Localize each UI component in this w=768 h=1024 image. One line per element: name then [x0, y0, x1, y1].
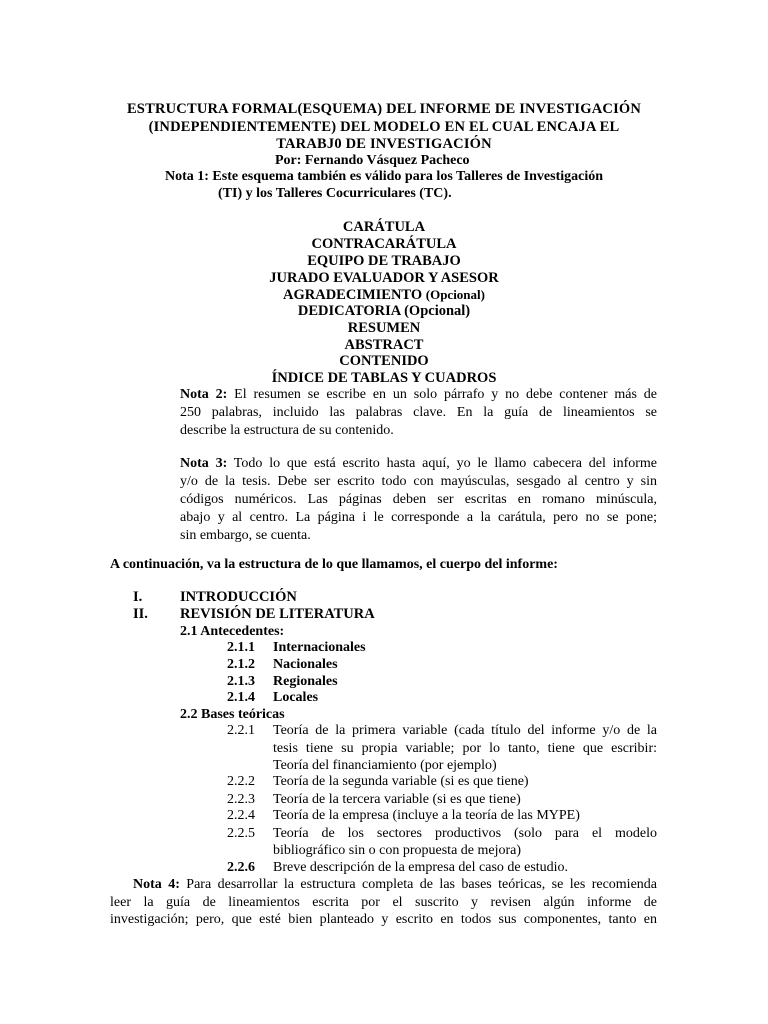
bases-item-222: Teoría de la segunda variable (si es que tiene): [273, 774, 529, 789]
bases-item-221-line1: Teoría de la primera variable (cada título del informe y/o de la: [273, 723, 657, 738]
bases-item-number: 2.2.6: [227, 860, 255, 875]
nota3-label: Nota 3:: [180, 456, 228, 471]
nota3-text1: Todo lo que está escrito hasta aquí, yo le llamo cabecera del informe: [227, 456, 657, 471]
front-matter-indice: ÍNDICE DE TABLAS Y CUADROS: [271, 370, 497, 386]
nota2-line1: [180, 387, 657, 403]
ant-item-number: 2.1.1: [227, 640, 255, 655]
document-title-line3: TARABJ0 DE INVESTIGACIÓN: [276, 136, 492, 152]
nota3-line3: códigos numéricos. Las páginas deben ser escritas en romano minúscula,: [180, 492, 657, 507]
section-1-title: INTRODUCCIÓN: [180, 589, 297, 605]
nota3-line4: abajo y al centro. La página i le corresponde a la carátula, pero no se pone;: [180, 510, 657, 525]
subsection-antecedentes: 2.1 Antecedentes:: [180, 624, 285, 639]
nota2-label: Nota 2:: [180, 387, 228, 402]
section-1-number: I.: [133, 589, 143, 605]
front-matter-jurado: JURADO EVALUADOR Y ASESOR: [269, 270, 499, 286]
front-matter-equipo: EQUIPO DE TRABAJO: [307, 253, 461, 269]
nota2-line3: describe la estructura de su contenido.: [180, 423, 394, 438]
ant-item-number: 2.1.2: [227, 657, 255, 672]
ant-item-label: Locales: [273, 690, 319, 705]
bases-item-226: Breve descripción de la empresa del caso de estudio.: [273, 860, 569, 875]
bases-item-number: 2.2.4: [227, 808, 255, 823]
nota1-line2: (TI) y los Talleres Cocurriculares (TC).: [218, 186, 452, 201]
section-2-title: REVISIÓN DE LITERATURA: [180, 606, 375, 622]
nota3-line2: y/o de la tesis. Debe ser escrito todo con mayúsculas, sesgado al centro y sin: [180, 474, 657, 489]
ant-item-number: 2.1.4: [227, 690, 255, 705]
nota2-text1: El resumen se escribe en un solo párrafo y no debe contener más de: [227, 387, 658, 402]
nota2-line2: 250 palabras, incluido las palabras clave. En la guía de lineamientos se: [180, 405, 657, 420]
agradecimiento-note: (Opcional): [425, 287, 485, 302]
nota1-line1: Nota 1: Este esquema también es válido para los Talleres de Investigación: [165, 169, 604, 184]
document-title-line1: ESTRUCTURA FORMAL(ESQUEMA) DEL INFORME DE INVESTIGACIÓN: [126, 101, 642, 117]
bases-item-number: 2.2.5: [227, 826, 255, 841]
agradecimiento-label: AGRADECIMIENTO: [283, 287, 423, 303]
bases-item-225-line2: bibliográfico sin o con propuesta de mejora): [273, 843, 522, 858]
nota4-line2: leer la guía de lineamientos escrita por el suscrito y revisen algún informe de: [110, 895, 657, 910]
ant-item-label: Internacionales: [273, 640, 366, 655]
front-matter-caratula: CARÁTULA: [342, 219, 426, 235]
ant-item-label: Regionales: [273, 674, 338, 689]
bases-item-number: 2.2.3: [227, 792, 255, 807]
document-title-line2: (INDEPENDIENTEMENTE) DEL MODELO EN EL CUAL ENCAJA EL: [148, 119, 620, 135]
bases-item-number: 2.2.1: [227, 723, 255, 738]
nota4-text1: Para desarrollar la estructura completa de las bases teóricas, se les recomienda: [179, 877, 657, 892]
front-matter-resumen: RESUMEN: [347, 320, 421, 336]
bases-item-number: 2.2.2: [227, 774, 255, 789]
ant-item-number: 2.1.3: [227, 674, 255, 689]
bases-item-225-line1: Teoría de los sectores productivos (solo para el modelo: [273, 826, 657, 841]
nota4-line1: [133, 877, 657, 893]
ant-item-label: Nacionales: [273, 657, 338, 672]
nota4-line3: investigación; pero, que esté bien planteado y escrito en todos sus componentes, tanto en: [110, 912, 657, 927]
body-intro: A continuación, va la estructura de lo que llamamos, el cuerpo del informe:: [110, 557, 558, 572]
front-matter-abstract: ABSTRACT: [344, 337, 424, 353]
front-matter-contracaratula: CONTRACARÁTULA: [311, 236, 457, 252]
nota4-label: Nota 4:: [133, 877, 180, 892]
author-line: Por: Fernando Vásquez Pacheco: [275, 153, 470, 168]
bases-item-221-line3: Teoría del financiamiento (por ejemplo): [273, 758, 497, 773]
bases-item-224: Teoría de la empresa (incluye a la teoría de las MYPE): [273, 808, 580, 823]
nota3-line5: sin embargo, se cuenta.: [180, 528, 311, 543]
bases-item-221-line2: tesis tiene su propia variable; por lo tanto, tiene que escribir:: [273, 741, 657, 756]
section-2-number: II.: [133, 606, 148, 622]
front-matter-contenido: CONTENIDO: [339, 353, 429, 369]
front-matter-agradecimiento: [0, 287, 768, 304]
bases-item-223: Teoría de la tercera variable (si es que tiene): [273, 792, 521, 807]
front-matter-dedicatoria: DEDICATORIA (Opcional): [297, 303, 471, 319]
subsection-bases: 2.2 Bases teóricas: [180, 707, 285, 722]
nota3-line1: [180, 456, 657, 472]
